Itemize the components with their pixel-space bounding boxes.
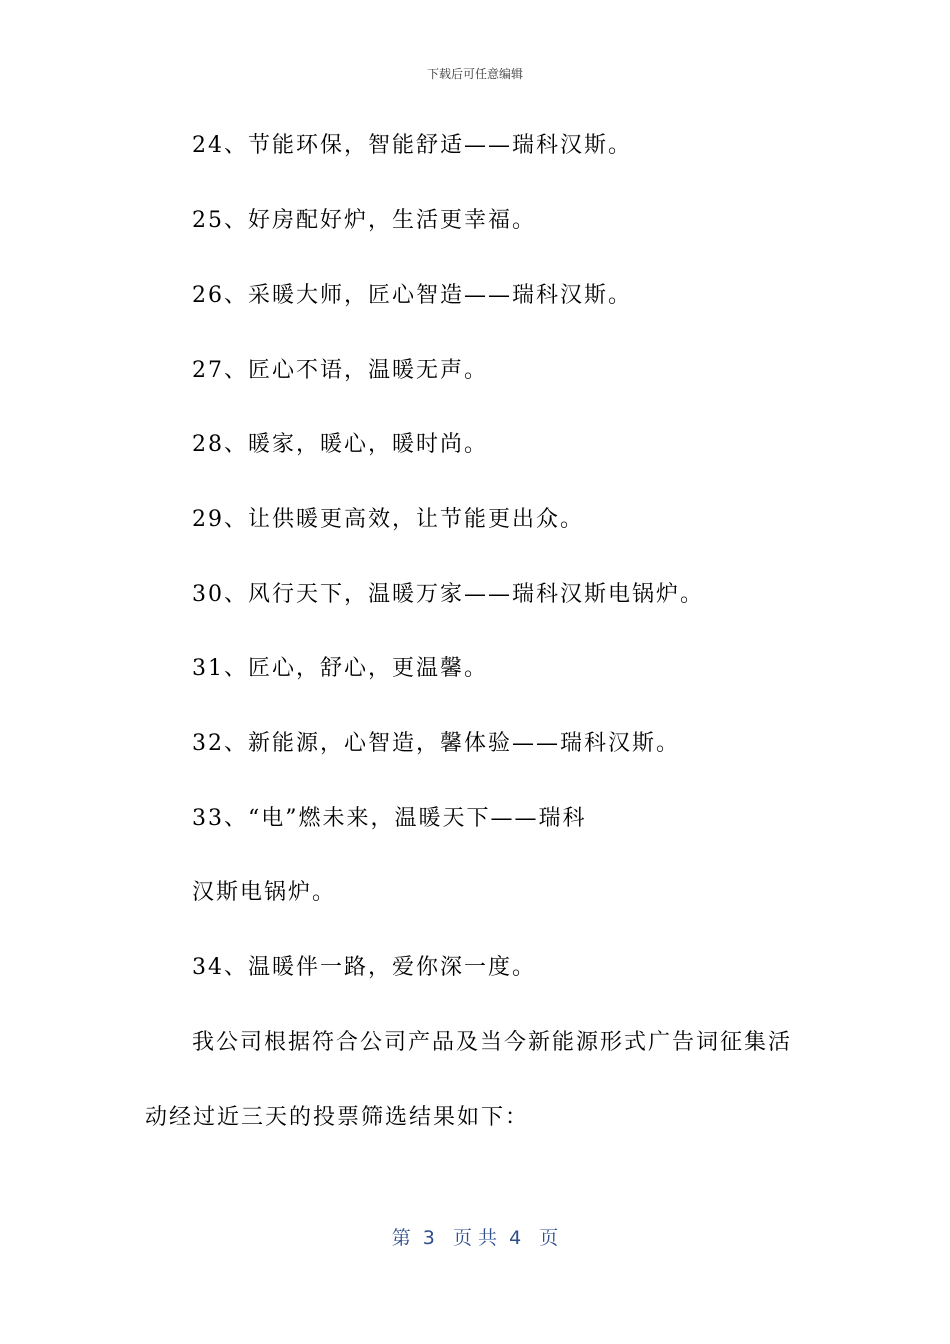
paragraph-line-2: 动经过近三天的投票筛选结果如下： (145, 1105, 530, 1130)
slogan-34: 34、温暖伴一路，爱你深一度。 (192, 955, 536, 980)
slogan-29: 29、让供暖更高效，让节能更出众。 (192, 507, 584, 532)
slogan-27: 27、匠心不语，温暖无声。 (192, 358, 488, 383)
slogan-33-continued: 汉斯电锅炉。 (192, 880, 337, 905)
paragraph-line-1: 我公司根据符合公司产品及当今新能源形式广告词征集活 (192, 1030, 793, 1055)
slogan-33: 33、“电”燃未来，温暖天下——瑞科 (192, 806, 587, 831)
slogan-31: 31、匠心，舒心，更温馨。 (192, 656, 488, 681)
page-footer: 第 3 页 共 4 页 (391, 1227, 559, 1249)
slogan-26: 26、采暖大师，匠心智造——瑞科汉斯。 (192, 283, 632, 308)
slogan-28: 28、暖家，暖心，暖时尚。 (192, 432, 488, 457)
slogan-25: 25、好房配好炉，生活更幸福。 (192, 208, 536, 233)
slogan-30: 30、风行天下，温暖万家——瑞科汉斯电锅炉。 (192, 582, 704, 607)
slogan-32: 32、新能源，心智造，馨体验——瑞科汉斯。 (192, 731, 680, 756)
slogan-24: 24、节能环保，智能舒适——瑞科汉斯。 (192, 133, 632, 158)
page-header: 下载后可任意编辑 (426, 67, 523, 81)
